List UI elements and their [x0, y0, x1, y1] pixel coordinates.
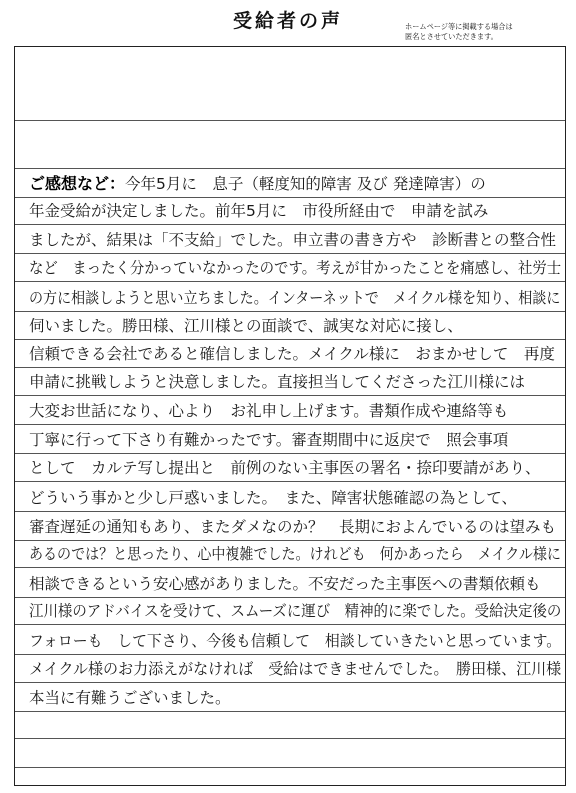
ruled-line	[15, 395, 565, 396]
testimonial-line-text: 今年5月に 息子（軽度知的障害 及び 発達障害）の	[125, 175, 486, 193]
anonymity-note-line-1: ホームページ等に掲載する場合は	[405, 22, 513, 31]
testimonial-sheet	[14, 46, 566, 786]
ruled-line	[15, 253, 565, 254]
ruled-line	[15, 654, 565, 655]
testimonial-line: 大変お世話になり、心より お礼申し上げます。書類作成や連絡等も	[29, 402, 509, 420]
anonymity-note	[405, 22, 573, 42]
testimonial-line: どういう事かと少し戸惑いました。 また、障害状態確認の為として、	[29, 489, 517, 507]
testimonial-line: 年金受給が決定しました。前年5月に 市役所経由で 申請を試み	[29, 202, 489, 220]
ruled-line	[15, 624, 565, 625]
ruled-line	[15, 168, 565, 169]
testimonial-line: あるのでは？と思ったり、心中複雑でした。けれども 何かあったら メイクル様に	[29, 545, 561, 563]
ruled-line	[15, 367, 565, 368]
testimonial-line: 相談できるという安心感がありました。不安だった主事医への書類依頼も	[29, 575, 541, 593]
page-title: 受給者の声	[232, 10, 343, 32]
ruled-line	[15, 682, 565, 683]
ruled-line	[15, 311, 565, 312]
ruled-line	[15, 767, 565, 768]
ruled-line	[15, 339, 565, 340]
ruled-line	[15, 424, 565, 425]
testimonial-line: フォローも して下さり、今後も信頼して 相談していきたいと思っています。	[29, 632, 562, 650]
ruled-line	[15, 224, 565, 225]
testimonial-line	[29, 175, 486, 193]
ruled-line	[15, 511, 565, 512]
ruled-line	[15, 453, 565, 454]
testimonial-line: として カルテ写し提出と 前例のない主事医の署名・捺印要請があり、	[29, 459, 541, 477]
ruled-line	[15, 197, 565, 198]
testimonial-line: 信頼できる会社であると確信しました。メイクル様に おまかせして 再度	[29, 345, 555, 363]
testimonial-line: ましたが、結果は「不支給」でした。申立書の書き方や 診断書との整合性	[29, 231, 557, 249]
testimonial-line: 伺いました。勝田様、江川様との面談で、誠実な対応に接し、	[29, 317, 463, 335]
impressions-label: ご感想など：	[29, 174, 126, 193]
testimonial-line: 江川様のアドバイスを受けて、スムーズに運び 精神的に楽でした。受給決定後の	[29, 602, 562, 620]
ruled-line	[15, 540, 565, 541]
anonymity-note-line-2: 匿名とさせていただきます。	[405, 32, 498, 41]
testimonial-line: 丁寧に行って下さり有難かったです。審査期間中に返戻で 照会事項	[29, 431, 509, 449]
ruled-line	[15, 120, 565, 121]
testimonial-line: メイクル様のお力添えがなければ 受給はできませんでした。 勝田様、江川様	[29, 660, 562, 678]
testimonial-line: 本当に有難うございました。	[29, 689, 231, 707]
ruled-line	[15, 597, 565, 598]
testimonial-line: など まったく分かっていなかったのです。考えが甘かったことを痛感し、社労士	[29, 259, 562, 277]
ruled-line	[15, 711, 565, 712]
ruled-line	[15, 567, 565, 568]
ruled-line	[15, 281, 565, 282]
testimonial-line: 申請に挑戦しようと決意しました。直接担当してくださった江川様には	[29, 373, 526, 391]
testimonial-line: 審査遅延の通知もあり、またダメなのか？ 長期におよんでいるのは望みも	[29, 518, 557, 536]
ruled-line	[15, 738, 565, 739]
ruled-line	[15, 481, 565, 482]
testimonial-line: の方に相談しようと思い立ちました。インターネットで メイクル様を知り、相談に	[29, 289, 561, 307]
